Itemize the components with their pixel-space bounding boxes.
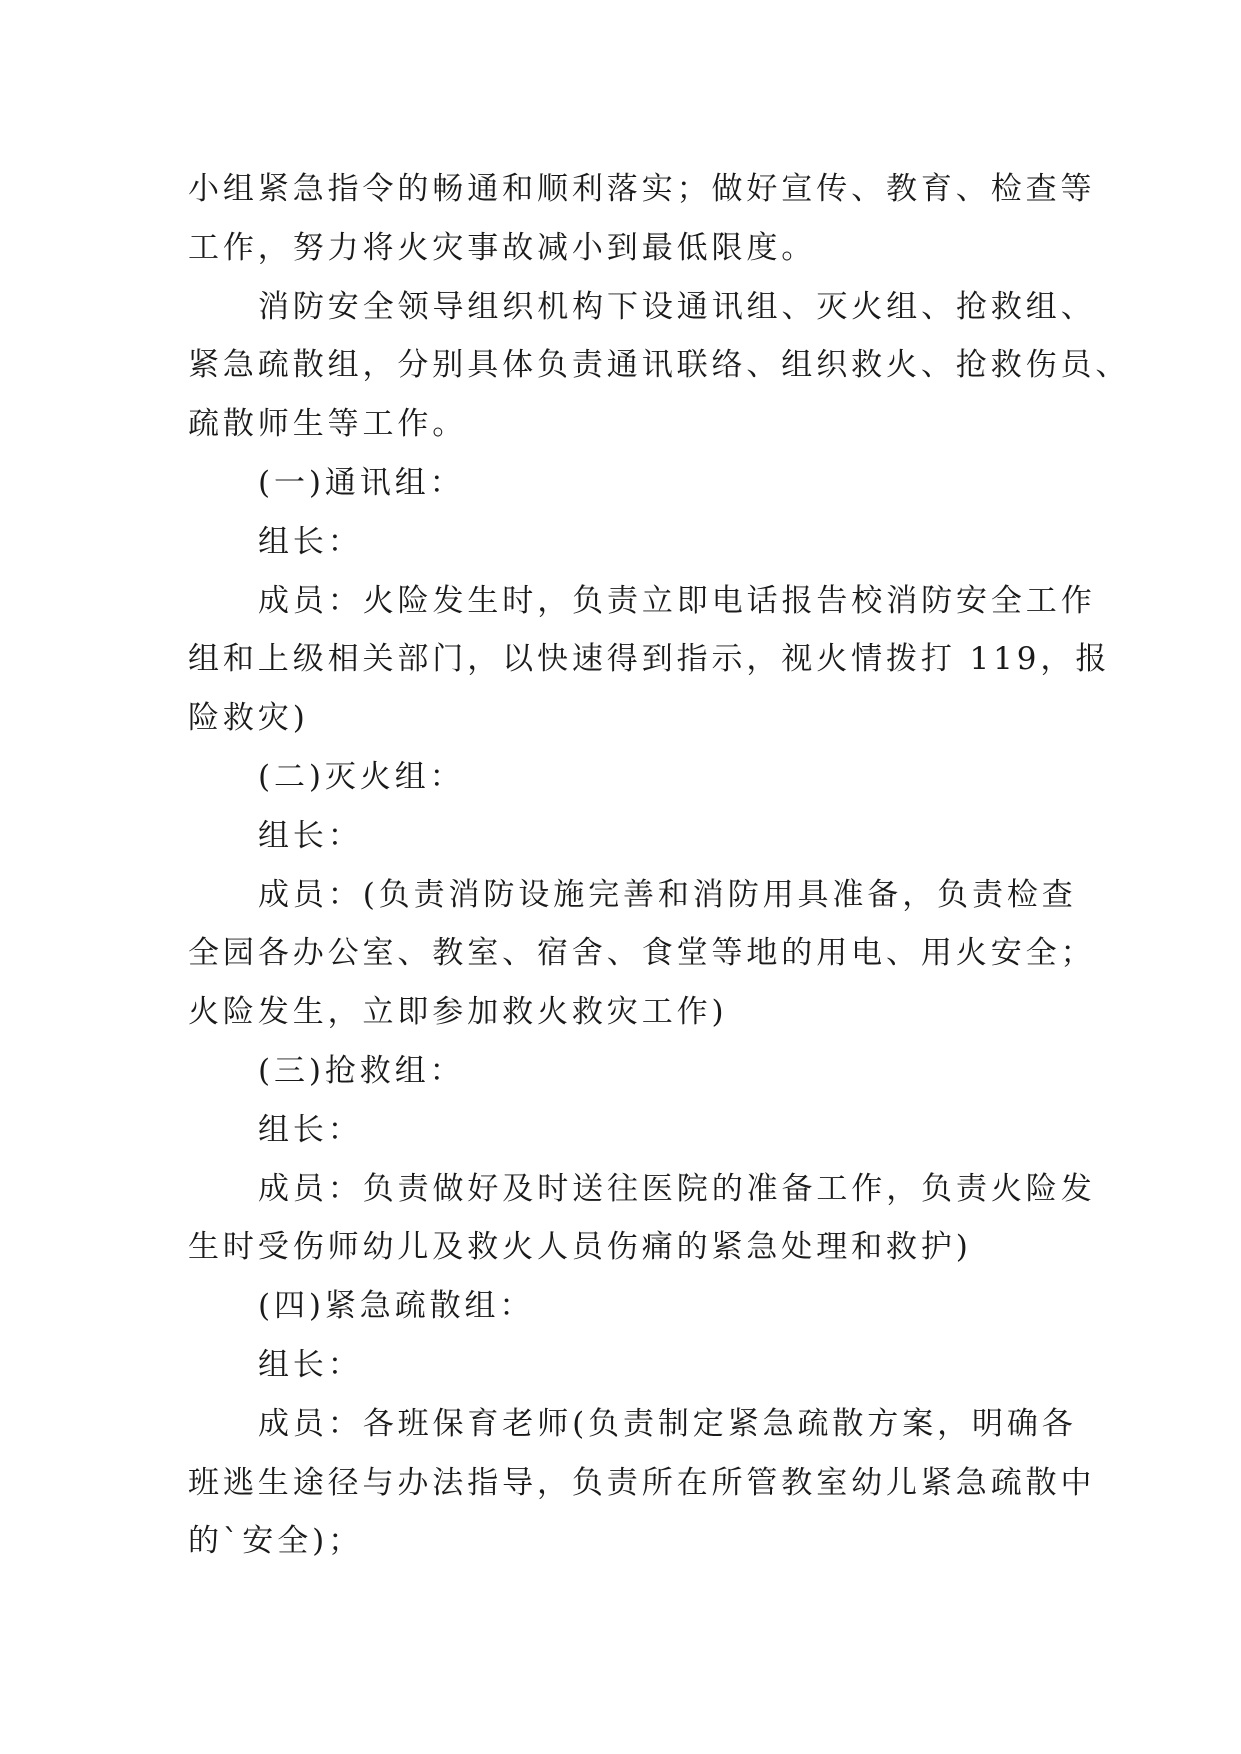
line-01: 小组紧急指令的畅通和顺利落实；做好宣传、教育、检查等: [188, 171, 1096, 207]
line-03: 消防安全领导组织机构下设通讯组、灭火组、抢救组、: [258, 288, 1096, 325]
line-12: 组长：: [258, 817, 363, 854]
section-heading-evacuation: (四)紧急疏散组：: [258, 1288, 535, 1325]
line-17: 组长：: [258, 1111, 363, 1148]
line-07: 组长：: [258, 523, 363, 560]
line-15: 火险发生，立即参加救火救灾工作): [188, 994, 728, 1031]
line-04: 紧急疏散组，分别具体负责通讯联络、组织救火、抢救伤员、: [188, 347, 1131, 384]
section-heading-communication: (一)通讯组：: [258, 464, 465, 501]
line-24: 的`安全)；: [188, 1523, 363, 1560]
line-21: 组长：: [258, 1346, 363, 1383]
line-05: 疏散师生等工作。: [188, 406, 468, 443]
line-10: 险救灾): [188, 700, 309, 737]
line-08: 成员：火险发生时，负责立即电话报告校消防安全工作: [258, 582, 1096, 619]
section-heading-rescue: (三)抢救组：: [258, 1052, 465, 1089]
document-body: [188, 160, 1131, 1571]
line-18: 成员：负责做好及时送往医院的准备工作，负责火险发: [258, 1170, 1096, 1207]
line-22: 成员：各班保育老师(负责制定紧急疏散方案，明确各: [258, 1405, 1077, 1442]
section-heading-firefighting: (二)灭火组：: [258, 758, 465, 795]
line-02: 工作，努力将火灾事故减小到最低限度。: [188, 229, 817, 266]
line-09: 组和上级相关部门，以快速得到指示，视火情拨打 119，报: [188, 641, 1111, 678]
line-14: 全园各办公室、教室、宿舍、食堂等地的用电、用火安全；: [188, 935, 1096, 972]
line-19: 生时受伤师幼儿及救火人员伤痛的紧急处理和救护): [188, 1229, 972, 1266]
line-13: 成员：(负责消防设施完善和消防用具准备，负责检查: [258, 876, 1077, 913]
line-23: 班逃生途径与办法指导，负责所在所管教室幼儿紧急疏散中: [188, 1464, 1096, 1501]
